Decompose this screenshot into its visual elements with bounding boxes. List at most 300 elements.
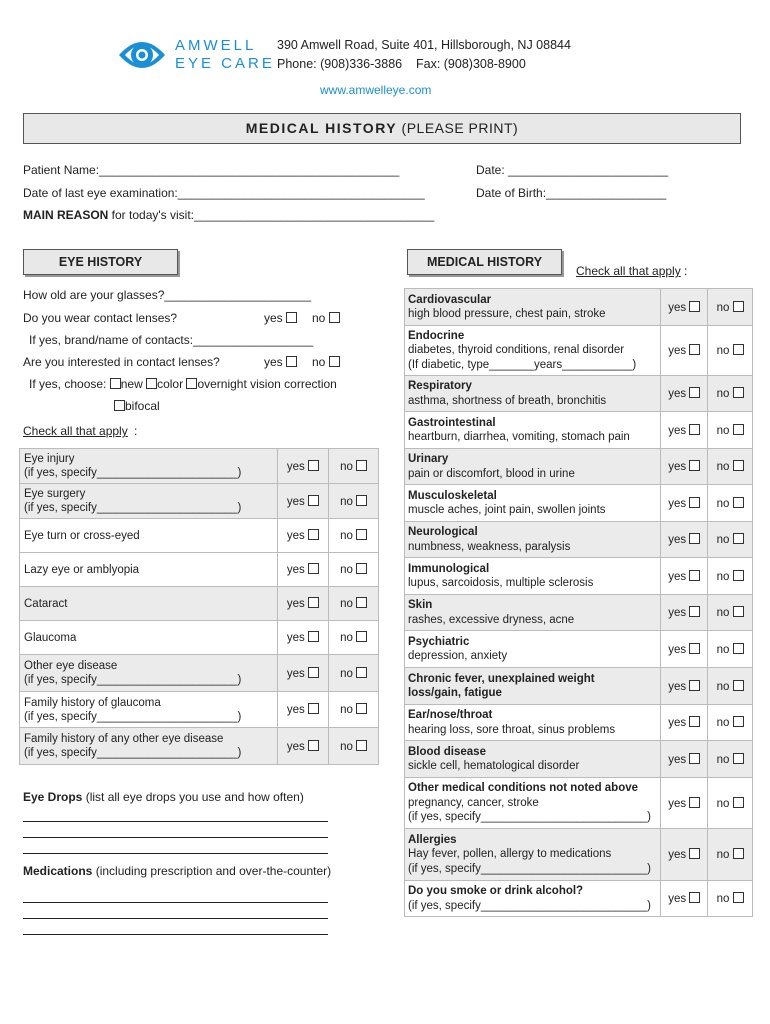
yes-option[interactable] <box>661 668 708 705</box>
no-option[interactable] <box>329 587 379 621</box>
eye-history-question <box>20 519 278 553</box>
medications-label <box>23 864 331 878</box>
yes-checkbox[interactable] <box>308 703 319 714</box>
no-option[interactable] <box>329 621 379 655</box>
no-option[interactable] <box>708 558 753 595</box>
yes-checkbox[interactable] <box>689 570 700 581</box>
yes-option[interactable] <box>661 595 708 631</box>
no-label: no <box>340 460 353 473</box>
question-text: Cataract <box>24 597 68 610</box>
yes-label: yes <box>668 607 687 619</box>
date-field[interactable]: Date: ________________________ <box>476 163 669 177</box>
logo <box>117 33 167 77</box>
eye-check-all-colon: : <box>134 424 138 438</box>
condition-title: Gastrointestinal <box>408 416 496 429</box>
medical-history-row <box>405 595 753 631</box>
eye-history-row <box>20 587 379 621</box>
no-checkbox[interactable] <box>733 497 744 508</box>
yes-label: yes <box>286 495 305 508</box>
yes-label: yes <box>668 461 687 473</box>
glasses-age-field[interactable]: How old are your glasses?______________________ <box>23 288 312 302</box>
no-option[interactable] <box>708 522 753 558</box>
yes-checkbox[interactable] <box>689 424 700 435</box>
condition-title: Cardiovascular <box>408 293 492 306</box>
condition-title: Neurological <box>408 526 478 538</box>
yes-option[interactable] <box>277 692 329 728</box>
yes-checkbox[interactable] <box>689 301 700 312</box>
eye-drops-line-3[interactable] <box>23 853 328 854</box>
condition-title: Immunological <box>408 562 490 575</box>
choice-new-label: new <box>120 377 143 391</box>
yes-label: yes <box>668 717 687 729</box>
condition-title: Chronic fever, unexplained weight <box>408 672 595 685</box>
condition-title: Psychiatric <box>408 635 470 648</box>
yes-checkbox[interactable] <box>689 387 700 398</box>
condition-title: Do you smoke or drink alcohol? <box>408 885 584 897</box>
yes-label: yes <box>668 424 687 437</box>
medications-line-2[interactable] <box>23 918 328 919</box>
eye-check-all-label: Check all that apply <box>23 424 128 438</box>
no-label: no <box>716 461 730 473</box>
question-text: Family history of any other eye disease <box>24 733 224 745</box>
interested-question: Are you interested in contact lenses? <box>23 355 220 369</box>
yes-label: yes <box>668 534 687 546</box>
yes-checkbox[interactable] <box>689 680 700 691</box>
yes-checkbox[interactable] <box>689 497 700 508</box>
medical-history-header: MEDICAL HISTORY <box>407 249 562 275</box>
specify-field[interactable]: (if yes, specify__________________________) <box>408 862 651 875</box>
last-exam-field[interactable]: Date of last eye examination:_____________________________________ <box>23 186 425 200</box>
no-checkbox[interactable] <box>356 460 367 471</box>
eye-history-row <box>20 728 379 765</box>
yes-label: yes <box>668 680 687 693</box>
no-label: no <box>716 849 730 861</box>
yes-label: yes <box>286 740 305 753</box>
yes-checkbox[interactable] <box>308 495 319 506</box>
medical-history-table <box>404 288 753 917</box>
no-checkbox[interactable] <box>733 301 744 312</box>
question-text: Lazy eye or amblyopia <box>24 563 140 576</box>
main-reason-field[interactable] <box>23 208 434 222</box>
main-reason-label: MAIN REASON <box>23 208 109 222</box>
no-label: no <box>340 564 353 576</box>
specify-field[interactable]: (If diabetic, type_______years___________) <box>408 358 637 371</box>
condition-examples: pain or discomfort, blood in urine <box>408 467 575 480</box>
medical-history-row <box>405 705 753 741</box>
no-option[interactable] <box>708 881 753 917</box>
no-checkbox[interactable] <box>733 797 744 808</box>
no-label: no <box>716 607 730 619</box>
no-option[interactable] <box>708 778 753 829</box>
no-label: no <box>340 530 353 542</box>
no-option[interactable] <box>708 668 753 705</box>
choice-overnight-label: overnight vision correction <box>197 377 337 391</box>
medical-history-question <box>405 829 661 881</box>
clinic-name-line2: EYE CARE <box>175 55 275 72</box>
medical-history-question <box>405 705 661 741</box>
no-checkbox[interactable] <box>733 892 744 903</box>
medical-history-question <box>405 289 661 326</box>
condition-title: Respiratory <box>408 380 472 392</box>
medical-history-question <box>405 668 661 705</box>
yes-label: yes <box>668 301 687 314</box>
checkbox[interactable] <box>286 356 297 367</box>
yes-checkbox[interactable] <box>689 344 700 355</box>
condition-examples: diabetes, thyroid conditions, renal disorder <box>408 344 625 357</box>
yes-label: yes <box>668 893 687 905</box>
no-label: no <box>312 311 326 325</box>
yes-label: yes <box>668 497 687 510</box>
medications-line-3[interactable] <box>23 934 328 935</box>
eye-history-question <box>20 587 278 621</box>
no-label: no <box>340 704 353 716</box>
no-checkbox[interactable] <box>733 387 744 398</box>
no-label: no <box>716 534 730 546</box>
yes-option[interactable] <box>661 558 708 595</box>
eye-drops-bold: Eye Drops <box>23 790 83 804</box>
eye-history-row <box>20 655 379 692</box>
interested-yes-option[interactable] <box>264 355 297 369</box>
yes-option[interactable] <box>661 485 708 522</box>
yes-option[interactable] <box>661 412 708 449</box>
no-label: no <box>340 667 353 680</box>
no-label: no <box>716 717 730 729</box>
yes-option[interactable] <box>277 519 329 553</box>
yes-label: yes <box>286 460 305 473</box>
yes-option[interactable] <box>661 829 708 881</box>
medical-check-all-colon: : <box>684 264 688 278</box>
condition-examples: hearing loss, sore throat, sinus problems <box>408 723 616 736</box>
no-option[interactable] <box>708 595 753 631</box>
yes-option[interactable] <box>277 449 329 484</box>
yes-option[interactable] <box>661 705 708 741</box>
question-text: Glaucoma <box>24 631 77 644</box>
eye-history-question <box>20 621 278 655</box>
eye-history-row <box>20 553 379 587</box>
condition-examples: rashes, excessive dryness, acne <box>408 613 575 626</box>
condition-examples: sickle cell, hematological disorder <box>408 760 580 772</box>
no-option[interactable] <box>708 449 753 485</box>
condition-examples: depression, anxiety <box>408 650 508 662</box>
no-checkbox[interactable] <box>356 703 367 714</box>
yes-label: yes <box>668 643 687 656</box>
medical-history-row <box>405 881 753 917</box>
specify-field[interactable]: (if yes, specify______________________) <box>24 747 242 759</box>
medications-line-1[interactable] <box>23 902 328 903</box>
medications-bold: Medications <box>23 864 93 878</box>
no-checkbox[interactable] <box>356 495 367 506</box>
no-label: no <box>716 643 730 656</box>
no-checkbox[interactable] <box>733 606 744 617</box>
no-option[interactable] <box>708 376 753 412</box>
yes-label: yes <box>286 530 305 542</box>
condition-examples: pregnancy, cancer, stroke <box>408 796 539 809</box>
yes-checkbox[interactable] <box>689 848 700 859</box>
yes-option[interactable] <box>661 631 708 668</box>
yes-label: yes <box>286 564 305 576</box>
no-checkbox[interactable] <box>356 529 367 540</box>
eye-drops-line-2[interactable] <box>23 837 328 838</box>
yes-option[interactable] <box>661 376 708 412</box>
no-option[interactable] <box>708 705 753 741</box>
no-option[interactable] <box>708 829 753 881</box>
choice-bifocal-checkbox[interactable] <box>114 400 125 411</box>
eye-drops-label <box>23 790 304 804</box>
yes-checkbox[interactable] <box>689 797 700 808</box>
choice-bifocal-label: bifocal <box>125 399 160 413</box>
question-text: Eye surgery <box>24 488 86 500</box>
medical-history-row <box>405 376 753 412</box>
no-label: no <box>716 301 730 314</box>
eye-history-question <box>20 655 278 692</box>
no-option[interactable] <box>708 326 753 376</box>
no-option[interactable] <box>329 692 379 728</box>
eye-history-question <box>20 449 278 484</box>
no-label: no <box>716 388 730 400</box>
eye-history-row <box>20 449 379 484</box>
medical-history-question <box>405 741 661 778</box>
yes-label: yes <box>668 345 687 357</box>
condition-examples: lupus, sarcoidosis, multiple sclerosis <box>408 577 594 589</box>
condition-title: Other medical conditions not noted above <box>408 782 639 795</box>
yes-label: yes <box>286 632 305 644</box>
medical-history-row <box>405 668 753 705</box>
interested-no-option[interactable] <box>312 355 340 369</box>
no-label: no <box>716 424 730 437</box>
eye-history-question <box>20 484 278 519</box>
medical-history-row <box>405 326 753 376</box>
no-label: no <box>340 598 353 610</box>
condition-title: Skin <box>408 599 433 611</box>
question-text: Eye injury <box>24 453 75 465</box>
medical-history-question <box>405 522 661 558</box>
yes-checkbox[interactable] <box>689 716 700 727</box>
specify-field[interactable]: (if yes, specify______________________) <box>24 674 242 686</box>
yes-option[interactable] <box>277 484 329 519</box>
no-option[interactable] <box>329 728 379 765</box>
no-checkbox[interactable] <box>733 570 744 581</box>
form-title <box>23 113 741 144</box>
no-label: no <box>716 753 730 766</box>
medical-history-question <box>405 485 661 522</box>
checkbox[interactable] <box>329 312 340 323</box>
no-checkbox[interactable] <box>733 533 744 544</box>
no-checkbox[interactable] <box>733 680 744 691</box>
contacts-no-option[interactable] <box>312 311 340 325</box>
yes-label: yes <box>286 598 305 610</box>
question-text: Eye turn or cross-eyed <box>24 529 140 542</box>
yes-label: yes <box>668 797 687 810</box>
main-reason-rest: for today's visit:____________________________________ <box>108 208 435 222</box>
yes-option[interactable] <box>661 449 708 485</box>
no-label: no <box>716 570 730 583</box>
no-checkbox[interactable] <box>356 597 367 608</box>
no-checkbox[interactable] <box>733 643 744 654</box>
yes-checkbox[interactable] <box>689 460 700 471</box>
yes-option[interactable] <box>277 587 329 621</box>
yes-checkbox[interactable] <box>308 563 319 574</box>
yes-label: yes <box>668 570 687 583</box>
yes-option[interactable] <box>277 728 329 765</box>
condition-examples: Hay fever, pollen, allergy to medications <box>408 848 612 861</box>
no-label: no <box>716 893 730 905</box>
yes-option[interactable] <box>277 621 329 655</box>
eye-history-question <box>20 692 278 728</box>
no-checkbox[interactable] <box>733 753 744 764</box>
yes-option[interactable] <box>277 553 329 587</box>
no-checkbox[interactable] <box>733 716 744 727</box>
medical-history-row <box>405 829 753 881</box>
specify-field[interactable]: (if yes, specify__________________________) <box>408 899 651 912</box>
choose-label: If yes, choose: <box>29 377 107 391</box>
checkbox[interactable] <box>329 356 340 367</box>
choose-row <box>29 377 337 391</box>
yes-checkbox[interactable] <box>308 740 319 751</box>
condition-title: Musculoskeletal <box>408 489 497 502</box>
medical-history-question <box>405 631 661 668</box>
form-title-rest: (PLEASE PRINT) <box>397 120 519 136</box>
medical-history-row <box>405 558 753 595</box>
yes-label: yes <box>668 849 687 861</box>
no-option[interactable] <box>329 484 379 519</box>
medical-history-row <box>405 449 753 485</box>
eye-history-header: EYE HISTORY <box>23 249 178 275</box>
medical-history-question <box>405 558 661 595</box>
eye-history-question <box>20 553 278 587</box>
medical-history-row <box>405 522 753 558</box>
medical-history-row <box>405 778 753 829</box>
yes-option[interactable] <box>661 741 708 778</box>
yes-option[interactable] <box>661 522 708 558</box>
specify-field[interactable]: (if yes, specify______________________) <box>24 467 242 479</box>
medical-history-question <box>405 778 661 829</box>
yes-checkbox[interactable] <box>308 529 319 540</box>
yes-checkbox[interactable] <box>689 892 700 903</box>
no-option[interactable] <box>708 741 753 778</box>
choice-new-checkbox[interactable] <box>110 378 121 389</box>
eye-drops-line-1[interactable] <box>23 821 328 822</box>
yes-label: yes <box>264 311 283 325</box>
no-label: no <box>312 355 326 369</box>
choice-overnight-checkbox[interactable] <box>186 378 197 389</box>
yes-option[interactable] <box>661 881 708 917</box>
eye-drops-rest: (list all eye drops you use and how often) <box>82 790 304 804</box>
no-checkbox[interactable] <box>733 424 744 435</box>
no-option[interactable] <box>708 412 753 449</box>
yes-checkbox[interactable] <box>689 753 700 764</box>
no-checkbox[interactable] <box>356 740 367 751</box>
medical-history-row <box>405 412 753 449</box>
medical-history-question <box>405 595 661 631</box>
condition-title: Blood disease <box>408 745 486 758</box>
condition-title: Endocrine <box>408 329 465 342</box>
no-option[interactable] <box>329 655 379 692</box>
yes-option[interactable] <box>277 655 329 692</box>
no-option[interactable] <box>708 289 753 326</box>
contacts-brand-field[interactable]: If yes, brand/name of contacts:__________________ <box>29 333 314 347</box>
yes-checkbox[interactable] <box>308 597 319 608</box>
no-label: no <box>340 495 353 508</box>
no-checkbox[interactable] <box>733 848 744 859</box>
no-option[interactable] <box>708 485 753 522</box>
medical-history-question <box>405 881 661 917</box>
clinic-address: 390 Amwell Road, Suite 401, Hillsborough, NJ 08844 <box>277 38 571 52</box>
eye-history-table <box>19 448 379 765</box>
dob-field[interactable]: Date of Birth:__________________ <box>476 186 667 200</box>
question-text: Family history of glaucoma <box>24 696 161 709</box>
yes-option[interactable] <box>661 778 708 829</box>
yes-checkbox[interactable] <box>689 643 700 654</box>
yes-option[interactable] <box>661 326 708 376</box>
yes-label: yes <box>668 388 687 400</box>
clinic-name-line1: AMWELL <box>175 37 257 54</box>
condition-examples: loss/gain, fatigue <box>408 687 502 699</box>
no-option[interactable] <box>329 519 379 553</box>
medical-history-row <box>405 289 753 326</box>
no-label: no <box>340 740 353 753</box>
patient-name-field[interactable]: Patient Name:_____________________________________________ <box>23 163 400 177</box>
question-text: Other eye disease <box>24 660 118 672</box>
no-option[interactable] <box>708 631 753 668</box>
no-option[interactable] <box>329 553 379 587</box>
form-title-bold: MEDICAL HISTORY <box>245 120 398 136</box>
contacts-yes-option[interactable] <box>264 311 297 325</box>
condition-title: Ear/nose/throat <box>408 709 493 721</box>
yes-checkbox[interactable] <box>308 460 319 471</box>
condition-examples: heartburn, diarrhea, vomiting, stomach pain <box>408 431 630 443</box>
yes-checkbox[interactable] <box>308 667 319 678</box>
yes-option[interactable] <box>661 289 708 326</box>
condition-title: Urinary <box>408 453 449 465</box>
medical-history-row <box>405 631 753 668</box>
no-checkbox[interactable] <box>356 667 367 678</box>
medical-history-question <box>405 326 661 376</box>
eye-history-row <box>20 484 379 519</box>
specify-field[interactable]: (if yes, specify______________________) <box>24 502 242 514</box>
condition-examples: high blood pressure, chest pain, stroke <box>408 308 606 320</box>
no-checkbox[interactable] <box>356 563 367 574</box>
no-label: no <box>716 345 730 357</box>
condition-examples: muscle aches, joint pain, swollen joints <box>408 504 606 516</box>
medical-history-row <box>405 741 753 778</box>
yes-checkbox[interactable] <box>689 606 700 617</box>
yes-label: yes <box>264 355 283 369</box>
no-label: no <box>716 680 730 693</box>
eye-history-row <box>20 692 379 728</box>
contacts-question: Do you wear contact lenses? <box>23 311 178 325</box>
medical-history-question <box>405 412 661 449</box>
checkbox[interactable] <box>286 312 297 323</box>
medical-check-all-label: Check all that apply <box>576 264 681 278</box>
clinic-phone: Phone: (908)336-3886 Fax: (908)308-8900 <box>277 57 526 71</box>
no-option[interactable] <box>329 449 379 484</box>
no-checkbox[interactable] <box>733 460 744 471</box>
yes-label: yes <box>286 704 305 716</box>
clinic-website[interactable]: www.amwelleye.com <box>320 83 432 97</box>
no-label: no <box>716 497 730 510</box>
specify-field[interactable]: (if yes, specify__________________________) <box>408 811 651 824</box>
condition-examples: asthma, shortness of breath, bronchitis <box>408 394 607 407</box>
no-label: no <box>340 632 353 644</box>
eye-history-row <box>20 621 379 655</box>
yes-checkbox[interactable] <box>689 533 700 544</box>
yes-label: yes <box>668 753 687 766</box>
specify-field[interactable]: (if yes, specify______________________) <box>24 710 242 723</box>
choice-color-checkbox[interactable] <box>146 378 157 389</box>
no-checkbox[interactable] <box>733 344 744 355</box>
yes-checkbox[interactable] <box>308 631 319 642</box>
no-checkbox[interactable] <box>356 631 367 642</box>
